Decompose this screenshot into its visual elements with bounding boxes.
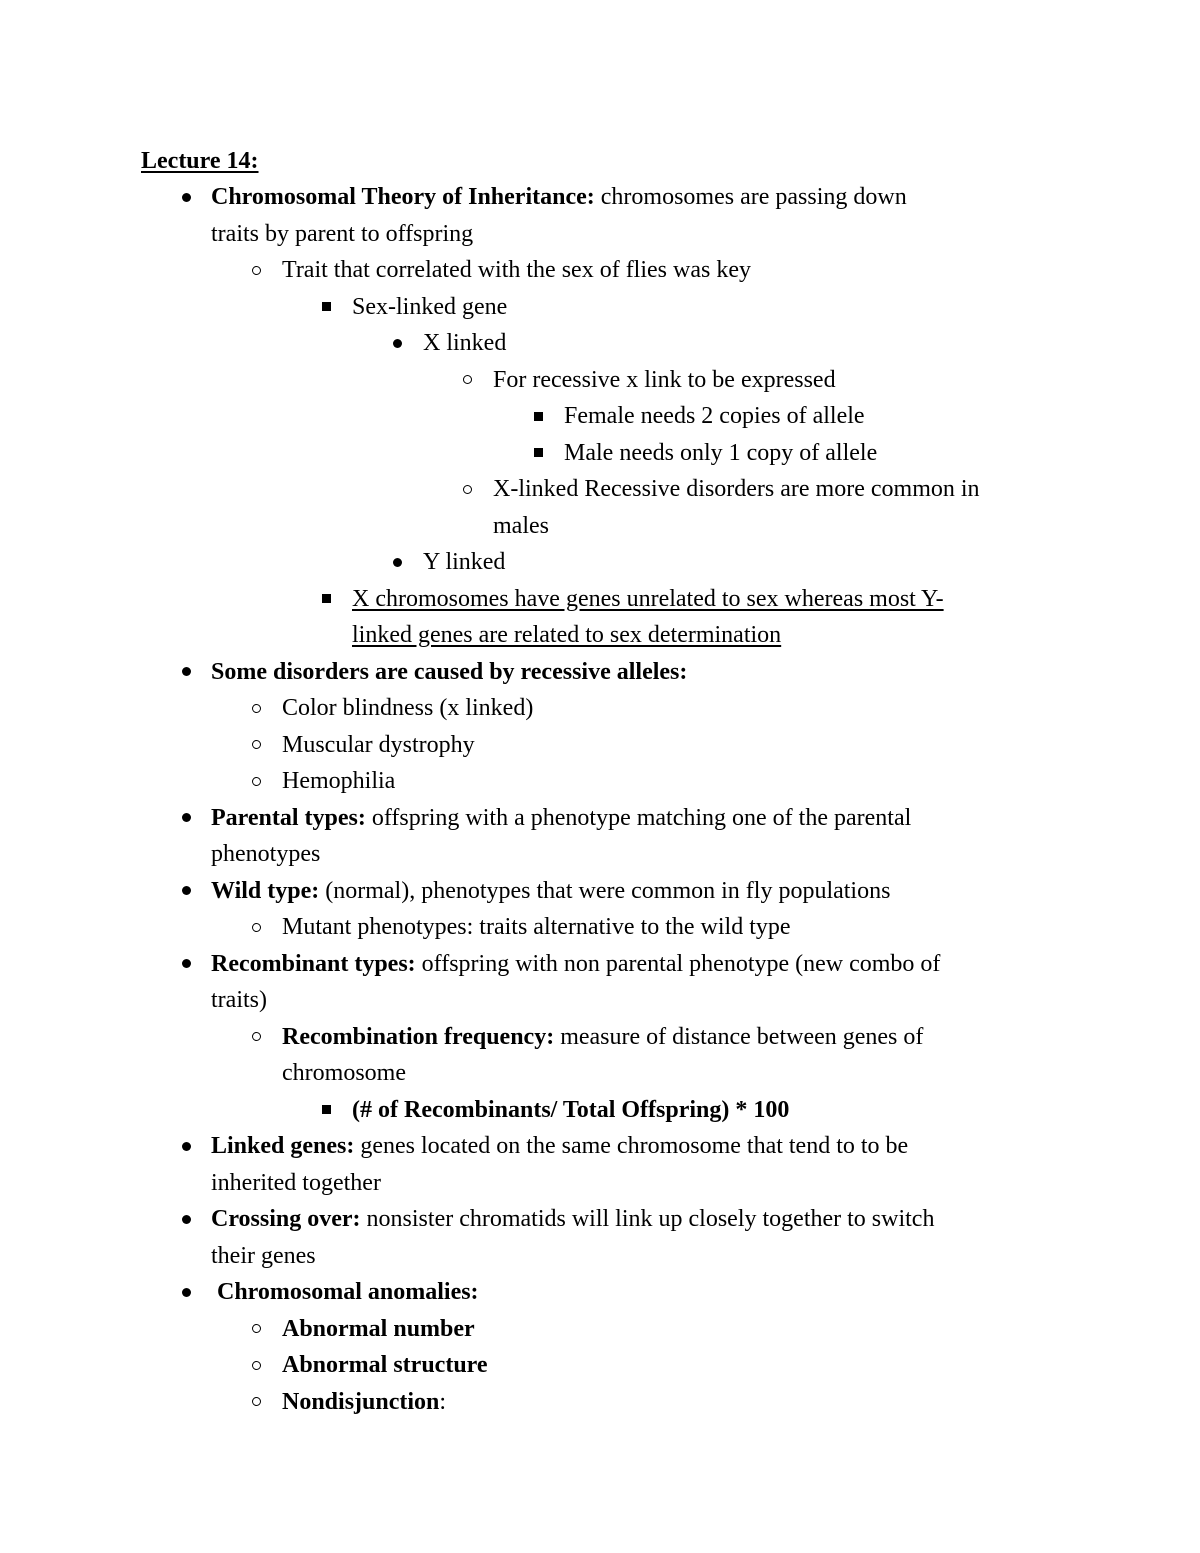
square-bullet-icon	[316, 1092, 336, 1128]
item-text: traits)	[211, 987, 267, 1013]
term-label: Recombination frequency:	[282, 1023, 555, 1050]
list-item	[352, 581, 944, 617]
list-item	[282, 1347, 488, 1383]
term-label: (# of Recombinants/ Total Offspring) * 100	[352, 1096, 790, 1123]
circle-bullet-icon	[246, 1311, 266, 1347]
square-bullet-icon	[528, 435, 548, 471]
square-bullet-icon	[528, 398, 548, 434]
disc-bullet-icon	[176, 873, 196, 909]
item-text: Sex-linked gene	[352, 293, 508, 320]
item-text: nonsister chromatids will link up closely together to switch	[360, 1206, 935, 1232]
list-item	[564, 398, 865, 434]
list-item	[211, 654, 687, 690]
disc-bullet-icon	[176, 1128, 196, 1164]
disc-bullet-icon	[176, 800, 196, 836]
term-label: Abnormal number	[282, 1315, 475, 1342]
list-item	[211, 179, 907, 215]
list-item	[282, 1019, 923, 1055]
circle-bullet-icon	[246, 763, 266, 799]
item-text: Y linked	[423, 549, 506, 575]
list-item	[352, 1092, 789, 1128]
item-text: X-linked Recessive disorders are more common in	[493, 476, 980, 502]
term-label: Recombinant types:	[211, 950, 416, 977]
list-item	[423, 325, 506, 361]
list-item	[211, 1274, 479, 1310]
list-item	[211, 1128, 908, 1164]
list-item	[423, 544, 505, 580]
circle-bullet-icon	[246, 690, 266, 726]
circle-bullet-icon	[246, 1384, 266, 1420]
term-label: Abnormal structure	[282, 1352, 488, 1378]
disc-bullet-icon	[176, 946, 196, 982]
list-item	[493, 362, 836, 398]
disc-bullet-icon	[176, 1274, 196, 1310]
item-text: measure of distance between genes of	[554, 1023, 924, 1050]
item-text: chromosome	[282, 1060, 406, 1086]
item-text: phenotypes	[211, 841, 321, 867]
list-item	[211, 1201, 934, 1237]
circle-bullet-icon	[246, 252, 266, 288]
list-item	[211, 946, 940, 982]
item-text: Female needs 2 copies of allele	[564, 403, 865, 429]
disc-bullet-icon	[387, 325, 407, 361]
list-item-continuation	[352, 617, 781, 653]
term-label: Chromosomal Theory of Inheritance:	[211, 184, 595, 210]
item-text: offspring with non parental phenotype (new combo of	[415, 950, 941, 977]
disc-bullet-icon	[176, 179, 196, 215]
item-text: (normal), phenotypes that were common in fly populations	[319, 877, 891, 904]
list-item-continuation	[493, 508, 549, 544]
item-text: X chromosomes have genes unrelated to sex whereas most Y-	[352, 585, 944, 612]
item-text: Hemophilia	[282, 768, 396, 794]
list-item	[282, 763, 395, 799]
term-label: Some disorders are caused by recessive alleles:	[211, 658, 688, 685]
item-text: inherited together	[211, 1169, 381, 1196]
term-label: Crossing over:	[211, 1206, 361, 1232]
list-item	[564, 435, 877, 471]
item-text: their genes	[211, 1242, 316, 1269]
item-text: :	[439, 1388, 447, 1415]
list-item-continuation	[211, 1238, 316, 1274]
item-text: For recessive x link to be expressed	[493, 366, 836, 393]
list-item-continuation	[211, 1165, 381, 1201]
term-label: Wild type:	[211, 877, 320, 904]
item-text: Male needs only 1 copy of allele	[564, 439, 878, 466]
disc-bullet-icon	[176, 654, 196, 690]
list-item	[282, 252, 751, 288]
item-text: X linked	[423, 330, 507, 356]
item-text: Muscular dystrophy	[282, 731, 475, 758]
list-item	[211, 873, 890, 909]
circle-bullet-icon	[246, 1019, 266, 1055]
item-text: traits by parent to offspring	[211, 220, 474, 247]
disc-bullet-icon	[387, 544, 407, 580]
disc-bullet-icon	[176, 1201, 196, 1237]
term-label: Nondisjunction	[282, 1388, 440, 1415]
list-item	[282, 1384, 446, 1420]
item-text: Color blindness (x linked)	[282, 695, 534, 721]
circle-bullet-icon	[457, 471, 477, 507]
list-item	[211, 800, 911, 836]
list-item	[282, 1311, 475, 1347]
term-label: Linked genes:	[211, 1133, 355, 1159]
item-text: chromosomes are passing down	[594, 184, 907, 210]
square-bullet-icon	[316, 581, 336, 617]
item-text: Trait that correlated with the sex of flies was key	[282, 257, 751, 283]
lecture-title: Lecture 14:	[141, 148, 259, 174]
list-item-continuation	[211, 836, 320, 872]
circle-bullet-icon	[246, 909, 266, 945]
list-item	[282, 909, 791, 945]
list-item	[282, 690, 533, 726]
item-text: males	[493, 512, 549, 539]
list-item-continuation	[211, 982, 267, 1018]
list-item	[493, 471, 980, 507]
list-item-continuation	[211, 216, 473, 252]
item-text: genes located on the same chromosome that tend to to be	[354, 1133, 909, 1159]
item-text: linked genes are related to sex determination	[352, 622, 782, 648]
item-text: Mutant phenotypes: traits alternative to the wild type	[282, 914, 791, 940]
square-bullet-icon	[316, 289, 336, 325]
term-label: Chromosomal anomalies:	[211, 1279, 479, 1305]
item-text: offspring with a phenotype matching one of the parental	[365, 804, 912, 831]
circle-bullet-icon	[246, 1347, 266, 1383]
circle-bullet-icon	[246, 727, 266, 763]
list-item	[282, 727, 475, 763]
term-label: Parental types:	[211, 804, 366, 831]
circle-bullet-icon	[457, 362, 477, 398]
list-item	[352, 289, 507, 325]
list-item-continuation	[282, 1055, 406, 1091]
